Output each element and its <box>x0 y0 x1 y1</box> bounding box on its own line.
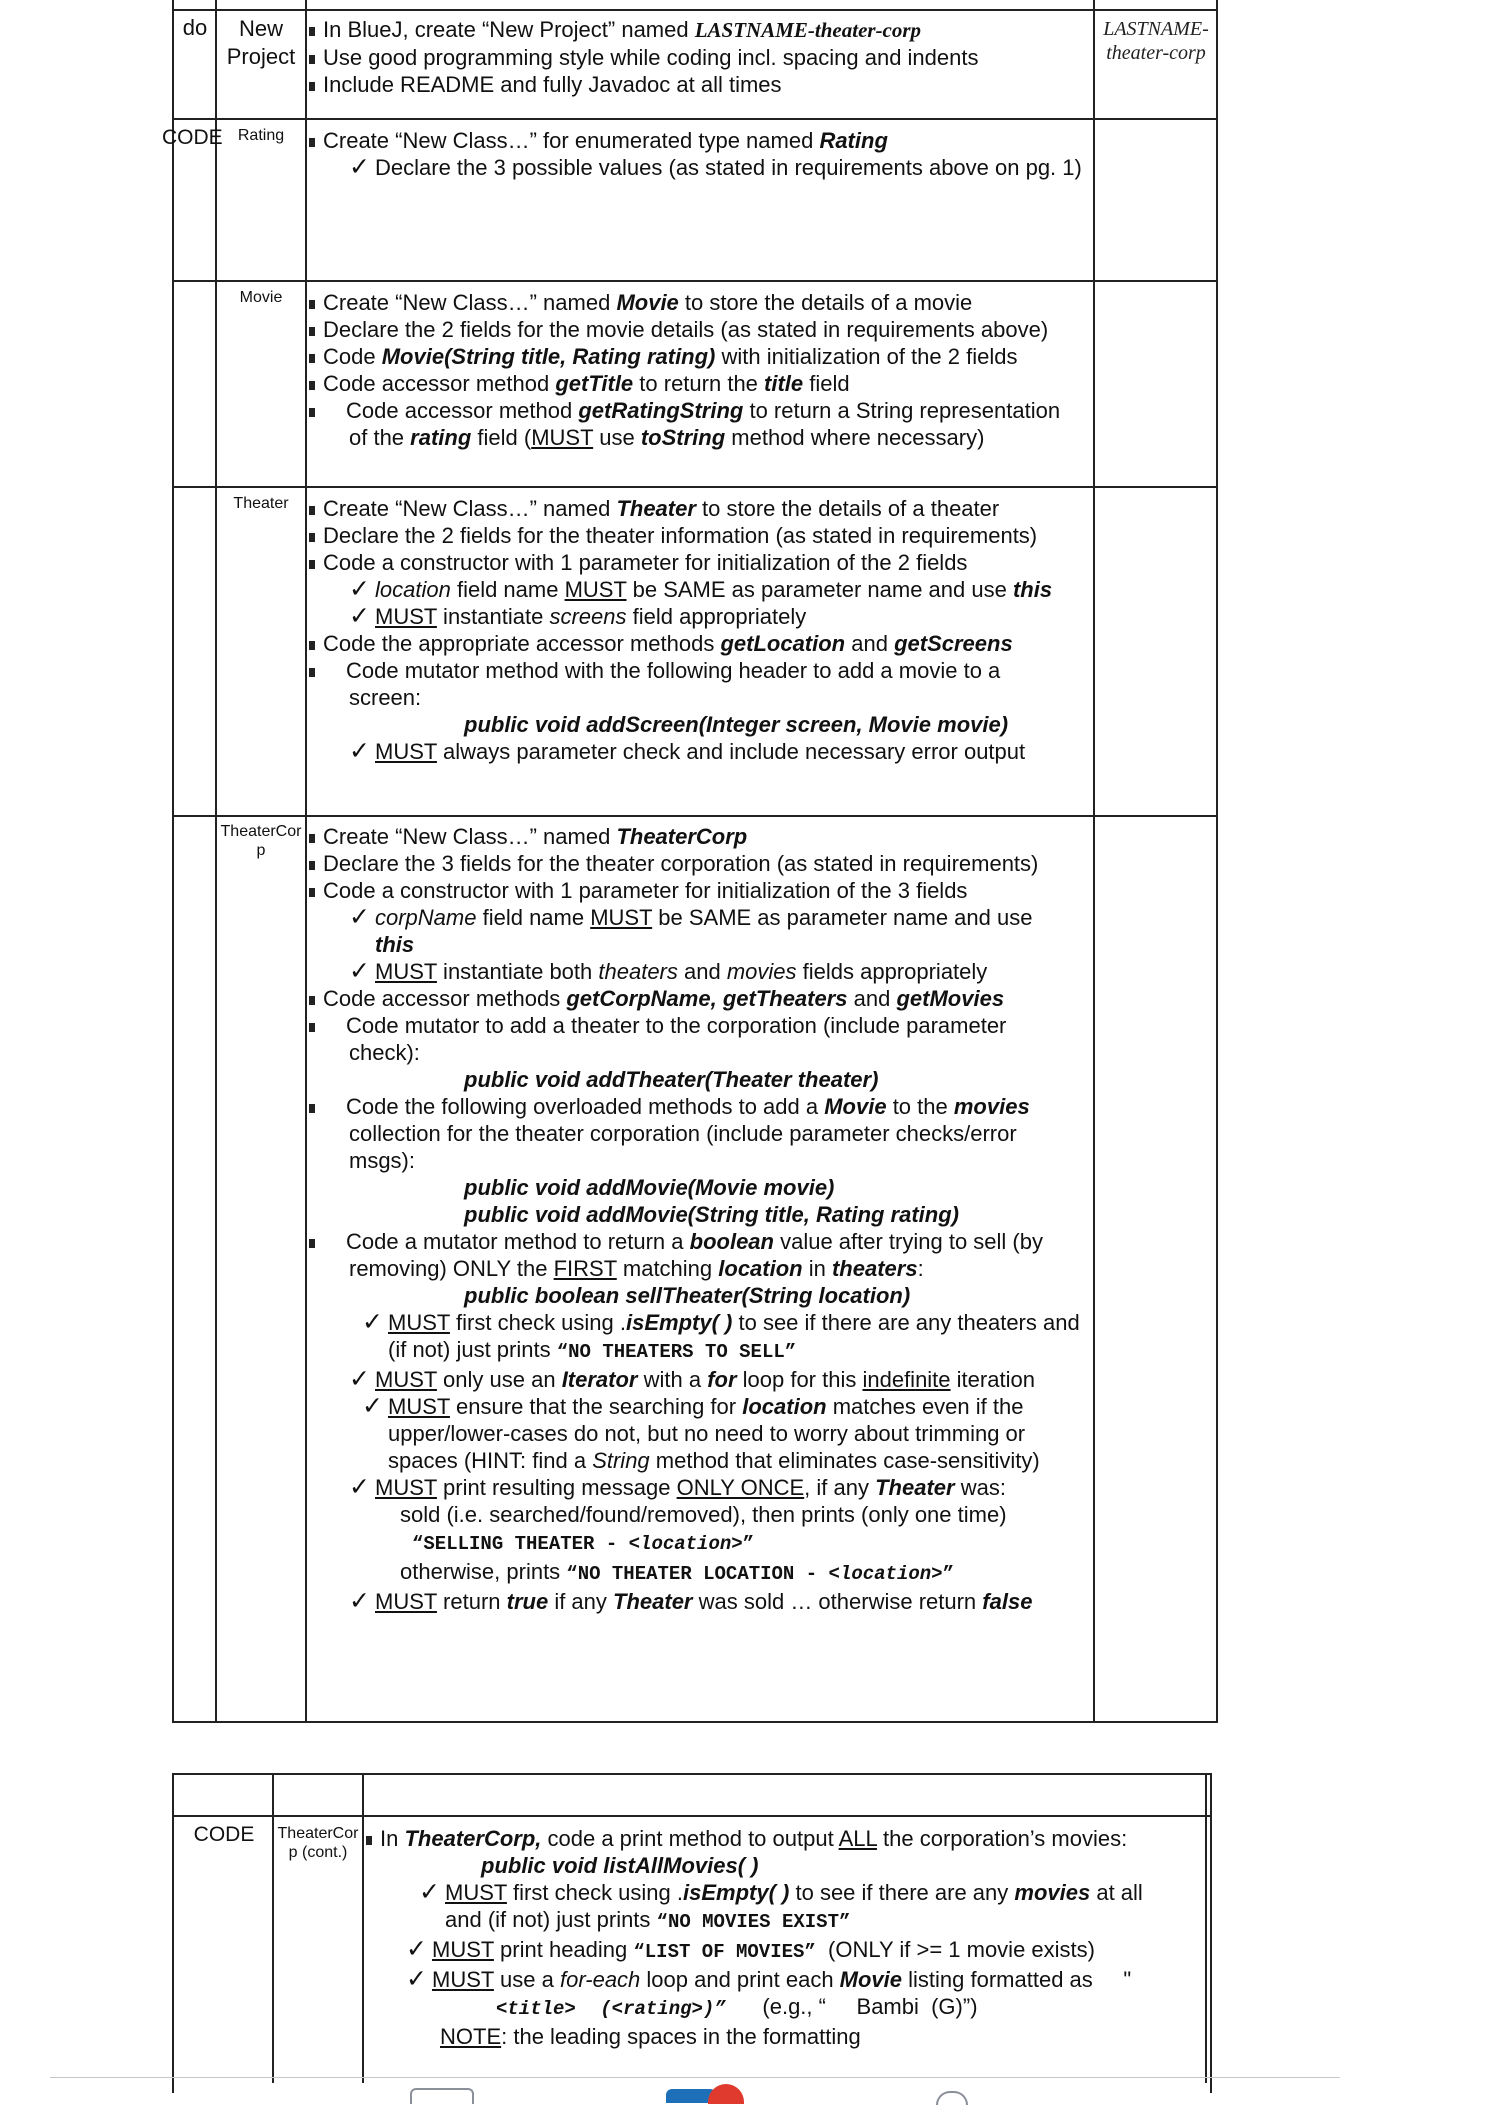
method-signature: public boolean sellTheater(String location) <box>464 1283 911 1308</box>
task-item: Declare the 2 fields for the theater information (as stated in requirements) <box>309 522 1093 549</box>
method-signature: public void listAllMovies( ) <box>481 1853 759 1878</box>
task-check-item: ✓ MUST instantiate both theaters and movies fields appropriately <box>309 958 1093 985</box>
calendar-icon[interactable] <box>410 2088 474 2104</box>
row-class-label: Theater <box>233 495 289 512</box>
method-signature: public void addScreen(Integer screen, Movie movie) <box>464 712 1009 737</box>
task-item: Create “New Class…” named Theater to store the details of a theater <box>309 495 1093 522</box>
task-subline: “SELLING THEATER - <location>” <box>412 1533 755 1555</box>
table-row-divider <box>172 118 1218 120</box>
row-class-label: Rating <box>237 127 285 144</box>
task-item: Code accessor method getTitle to return the title field <box>309 370 1093 397</box>
table-row-divider <box>172 815 1218 817</box>
task-check-item: ✓ MUST ensure that the searching for location matches even if the upper/lower-cases do not, but no need to worry about trimming or spaces (HINT: find a String method that eliminates case-sensitivity) <box>309 1393 1093 1474</box>
task-item: Code a constructor with 1 parameter for initialization of the 3 fields <box>309 877 1093 904</box>
row-tasks-rating <box>309 127 1093 181</box>
task-item: Declare the 2 fields for the movie details (as stated in requirements above) <box>309 316 1093 343</box>
table-row-divider <box>172 1815 1212 1817</box>
task-item: Create “New Class…” named TheaterCorp <box>309 823 1093 850</box>
task-item: Create “New Class…” for enumerated type named Rating <box>309 127 1093 154</box>
task-subline: otherwise, prints “NO THEATER LOCATION - <location>” <box>400 1559 954 1585</box>
task-check-item: ✓ location field name MUST be SAME as parameter name and use this <box>309 576 1093 603</box>
row-phase-label: do <box>182 15 208 40</box>
row-tasks-movie <box>309 289 1093 451</box>
row-tasks-theatercorp <box>309 823 1093 1615</box>
task-subline: sold (i.e. searched/found/removed), then prints (only one time) <box>400 1502 1007 1527</box>
settings-icon[interactable] <box>936 2091 968 2105</box>
table-col-divider <box>362 1773 364 2083</box>
row-class-label: TheaterCorp <box>220 823 302 859</box>
table-col-divider <box>1093 0 1095 1723</box>
method-signature: public void addTheater(Theater theater) <box>464 1067 879 1092</box>
task-item: Code mutator method with the following header to add a movie to a screen: <box>309 657 1093 711</box>
table-col-divider <box>272 1773 274 2083</box>
row-tasks-new-project <box>309 16 1093 98</box>
task-item: Code a mutator method to return a boolean value after trying to sell (by removing) ONLY the FIRST matching location in theaters: <box>309 1228 1093 1282</box>
method-signature: public void addMovie(String title, Rating rating) <box>464 1202 959 1227</box>
task-item: Declare the 3 fields for the theater corporation (as stated in requirements) <box>309 850 1093 877</box>
method-signature: public void addMovie(Movie movie) <box>464 1175 835 1200</box>
task-item: Code the appropriate accessor methods getLocation and getScreens <box>309 630 1093 657</box>
task-check-item: ✓ MUST instantiate screens field appropriately <box>309 603 1093 630</box>
task-check-item: ✓ MUST first check using .isEmpty( ) to see if there are any movies at all and (if not) just prints “NO MOVIES EXIST” <box>366 1879 1204 1936</box>
row-class-label: Movie <box>239 289 283 306</box>
table-col-divider <box>305 0 307 1723</box>
task-item: In TheaterCorp, code a print method to output ALL the corporation’s movies: <box>366 1825 1204 1852</box>
task-check-item: ✓ MUST use a for-each loop and print each Movie listing formatted as " <box>366 1966 1204 1993</box>
task-item: Code Movie(String title, Rating rating) with initialization of the 2 fields <box>309 343 1093 370</box>
viewer-toolbar-divider <box>50 2077 1340 2078</box>
task-item: Include README and fully Javadoc at all times <box>309 71 1093 98</box>
task-item: Code a constructor with 1 parameter for initialization of the 2 fields <box>309 549 1093 576</box>
table-row-divider <box>172 280 1218 282</box>
task-item: Code the following overloaded methods to add a Movie to the movies collection for the theater corporation (include parameter checks/error msgs): <box>309 1093 1093 1174</box>
task-check-item: ✓ Declare the 3 possible values (as stated in requirements above on pg. 1) <box>309 154 1093 181</box>
table-col-divider <box>1205 1773 1207 2083</box>
task-check-item: ✓ MUST always parameter check and include necessary error output <box>309 738 1093 765</box>
row-class-label: New Project <box>226 16 296 69</box>
task-check-item: ✓ corpName field name MUST be SAME as parameter name and use this <box>309 904 1093 958</box>
table-row-divider <box>172 9 1218 11</box>
table-col-divider <box>215 0 217 1723</box>
task-subline: NOTE: the leading spaces in the formatting <box>440 2024 861 2049</box>
task-check-item: ✓ MUST print resulting message ONLY ONCE, if any Theater was: <box>309 1474 1093 1501</box>
task-item: Code accessor methods getCorpName, getTheaters and getMovies <box>309 985 1093 1012</box>
task-check-item: ✓ MUST only use an Iterator with a for loop for this indefinite iteration <box>309 1366 1093 1393</box>
task-item: Create “New Class…” named Movie to store the details of a movie <box>309 289 1093 316</box>
task-check-item: ✓ MUST print heading “LIST OF MOVIES” (ONLY if >= 1 movie exists) <box>366 1936 1204 1966</box>
project-name-value: LASTNAME-theater-corp <box>1103 18 1209 64</box>
task-check-item: ✓ MUST return true if any Theater was sold … otherwise return false <box>309 1588 1093 1615</box>
row-phase-label: CODE <box>193 1823 255 1846</box>
row-tasks-theater <box>309 495 1093 765</box>
task-item: Code accessor method getRatingString to return a String representation of the rating field (MUST use toString method where necessary) <box>309 397 1093 451</box>
task-subline: <title> (<rating>)” (e.g., “ Bambi (G)”) <box>496 1994 978 2020</box>
table-row-divider <box>172 486 1218 488</box>
row-class-label: TheaterCorp (cont.) <box>277 1825 359 1861</box>
task-check-item: ✓ MUST first check using .isEmpty( ) to see if there are any theaters and (if not) just prints “NO THEATERS TO SELL” <box>309 1309 1093 1366</box>
row-tasks-list-movies <box>366 1825 1204 2050</box>
task-item: Code mutator to add a theater to the corporation (include parameter check): <box>309 1012 1093 1066</box>
task-item: Use good programming style while coding incl. spacing and indents <box>309 44 1093 71</box>
task-item: In BlueJ, create “New Project” named LASTNAME-theater-corp <box>309 16 1093 44</box>
row-phase-label: CODE <box>162 126 223 149</box>
